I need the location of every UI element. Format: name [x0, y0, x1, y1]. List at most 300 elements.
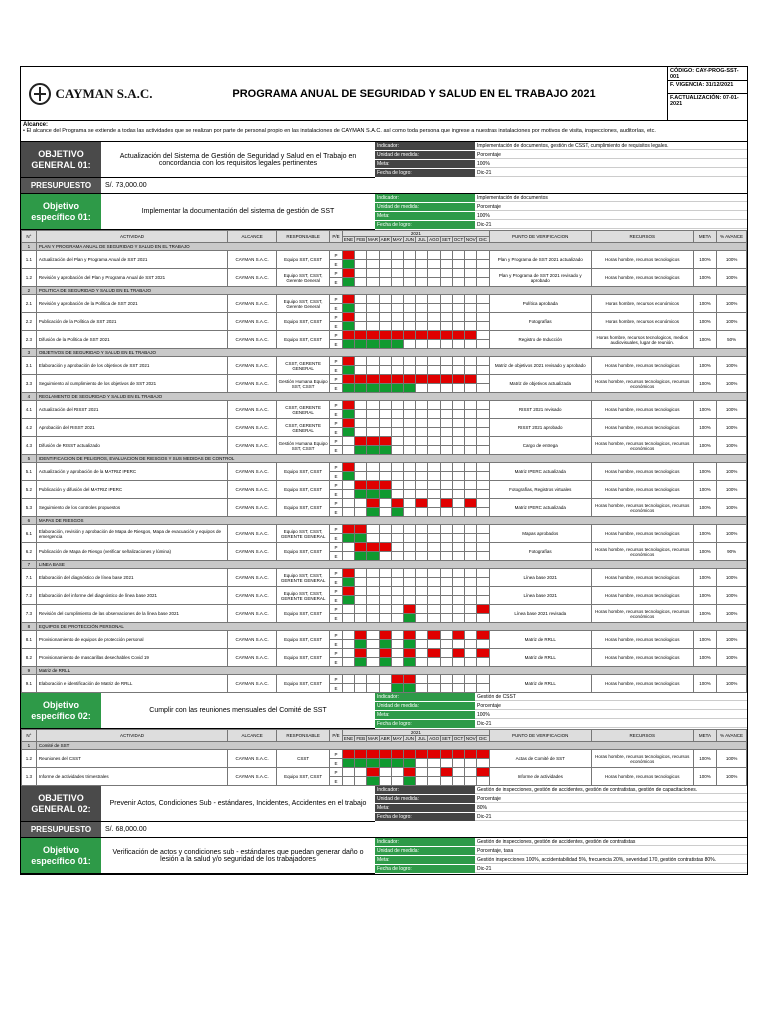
month-cell — [342, 401, 354, 410]
month-cell — [391, 552, 403, 561]
activity-number: 1.1 — [22, 251, 37, 269]
activity-row — [22, 375, 747, 384]
activity-scope: CAYMAN S.A.C. — [228, 251, 277, 269]
exec-marker: E — [330, 260, 343, 269]
month-cell — [452, 658, 464, 667]
plan-marker: P — [330, 605, 343, 614]
verification-point: Matriz de RRLL — [489, 649, 591, 667]
goal: 100% — [693, 649, 716, 667]
month-cell — [440, 340, 452, 349]
month-cell — [440, 304, 452, 313]
exec-marker: E — [330, 777, 343, 786]
month-cell — [428, 596, 440, 605]
activity-responsible: Equipo SST, CSST — [277, 481, 330, 499]
month-cell — [477, 304, 489, 313]
activity-responsible: CSST, GERENTE GENERAL — [277, 357, 330, 375]
month-cell — [379, 543, 391, 552]
indicator-key: Fecha de logro: — [375, 169, 475, 177]
month-cell — [440, 322, 452, 331]
resources: Horas hombre, recursos tecnologicos — [591, 569, 693, 587]
month-cell — [452, 437, 464, 446]
month-cell — [355, 759, 367, 768]
plan-marker: P — [330, 419, 343, 428]
goal: 100% — [693, 269, 716, 287]
month-cell — [342, 428, 354, 437]
exec-marker: E — [330, 578, 343, 587]
activity-number: 3.3 — [22, 375, 37, 393]
month-cell — [452, 750, 464, 759]
month-cell — [416, 631, 428, 640]
activity-row — [22, 357, 747, 366]
activity-table — [21, 729, 747, 786]
month-cell — [379, 269, 391, 278]
month-cell — [355, 304, 367, 313]
month-cell — [391, 534, 403, 543]
month-cell — [465, 428, 477, 437]
month-cell — [342, 750, 354, 759]
objective-text: Implementar la documentación del sistema de gestión de SST — [141, 208, 335, 215]
goal: 100% — [693, 525, 716, 543]
month-cell — [428, 304, 440, 313]
goal: 100% — [693, 481, 716, 499]
month-cell — [404, 534, 416, 543]
month-cell — [428, 525, 440, 534]
month-cell — [477, 340, 489, 349]
month-cell — [391, 251, 403, 260]
month-cell — [404, 777, 416, 786]
month-cell — [342, 658, 354, 667]
exec-marker: E — [330, 428, 343, 437]
activity-responsible: Equipo SST, CSST — [277, 543, 330, 561]
month-cell — [477, 437, 489, 446]
activity-scope: CAYMAN S.A.C. — [228, 631, 277, 649]
month-cell — [465, 419, 477, 428]
activity-number: 5.3 — [22, 499, 37, 517]
plan-marker: P — [330, 768, 343, 777]
activity-name: Difusión de la Política de SST 2021 — [36, 331, 227, 349]
section-row — [22, 742, 747, 750]
col-header: RECURSOS — [591, 730, 693, 742]
section-number: 1 — [22, 742, 37, 750]
month-cell — [477, 596, 489, 605]
month-header: SET — [441, 736, 451, 741]
indicator-key: Unidad de medida: — [375, 203, 475, 211]
month-cell — [465, 366, 477, 375]
section-number: 2 — [22, 287, 37, 295]
resources: Horas hombre, recursos tecnologicos, recursos económicos — [591, 437, 693, 455]
section-title: LINEA BASE — [36, 561, 746, 569]
month-cell — [452, 410, 464, 419]
month-cell — [452, 304, 464, 313]
plan-marker: P — [330, 675, 343, 684]
month-cell — [452, 463, 464, 472]
month-cell — [477, 472, 489, 481]
month-cell — [367, 322, 379, 331]
month-cell — [404, 313, 416, 322]
month-cell — [367, 331, 379, 340]
year-header: 2021 — [342, 730, 489, 736]
month-cell — [477, 508, 489, 517]
month-cell — [342, 587, 354, 596]
month-cell — [477, 313, 489, 322]
month-cell — [342, 552, 354, 561]
month-cell — [477, 552, 489, 561]
activity-number: 7.2 — [22, 587, 37, 605]
month-cell — [465, 481, 477, 490]
month-cell — [404, 278, 416, 287]
indicator-value: Porcentaje — [475, 702, 747, 710]
progress: 90% — [717, 543, 747, 561]
month-cell — [416, 419, 428, 428]
objective-text: Cumplir con las reuniones mensuales del Comité de SST — [149, 707, 327, 714]
month-cell — [355, 543, 367, 552]
month-cell — [367, 658, 379, 667]
month-cell — [367, 569, 379, 578]
month-cell — [379, 366, 391, 375]
month-cell — [404, 596, 416, 605]
month-cell — [379, 596, 391, 605]
verification-point: Fotografías — [489, 543, 591, 561]
month-cell — [367, 508, 379, 517]
resources: Horas hombre, recursos tecnologicos, recursos económicos — [591, 543, 693, 561]
month-cell — [404, 366, 416, 375]
month-cell — [342, 269, 354, 278]
progress: 100% — [717, 269, 747, 287]
month-cell — [342, 649, 354, 658]
month-cell — [379, 331, 391, 340]
activity-scope: CAYMAN S.A.C. — [228, 481, 277, 499]
month-cell — [428, 375, 440, 384]
resources: Horas hombre, recursos tecnologicos, recursos económicos — [591, 750, 693, 768]
month-cell — [440, 596, 452, 605]
plan-marker: P — [330, 587, 343, 596]
verification-point: RISST 2021 revisado — [489, 401, 591, 419]
month-cell — [440, 525, 452, 534]
month-cell — [355, 552, 367, 561]
activity-responsible: Equipo SST, CSST, GERENTE GENERAL — [277, 569, 330, 587]
month-cell — [428, 446, 440, 455]
month-cell — [342, 260, 354, 269]
activity-name: Difusión de RISST actualizado — [36, 437, 227, 455]
globe-icon — [29, 83, 51, 105]
resources: Horas hombre, recursos tecnologicos — [591, 649, 693, 667]
month-cell — [440, 437, 452, 446]
month-cell — [391, 768, 403, 777]
month-cell — [416, 525, 428, 534]
activity-scope: CAYMAN S.A.C. — [228, 295, 277, 313]
month-cell — [391, 684, 403, 693]
month-cell — [440, 614, 452, 623]
month-cell — [391, 543, 403, 552]
section-row — [22, 455, 747, 463]
activity-name: Seguimiento de los controles propuestos — [36, 499, 227, 517]
month-cell — [391, 401, 403, 410]
month-cell — [342, 525, 354, 534]
month-cell — [465, 313, 477, 322]
month-cell — [342, 437, 354, 446]
progress: 100% — [717, 401, 747, 419]
month-cell — [428, 366, 440, 375]
plan-marker: P — [330, 357, 343, 366]
activity-responsible: Equipo SST, CSST — [277, 251, 330, 269]
month-cell — [452, 768, 464, 777]
indicator-key: Fecha de logro: — [375, 865, 475, 873]
month-header: JUN — [405, 736, 415, 741]
month-cell — [477, 614, 489, 623]
exec-marker: E — [330, 534, 343, 543]
activity-scope: CAYMAN S.A.C. — [228, 375, 277, 393]
month-cell — [379, 649, 391, 658]
month-cell — [355, 481, 367, 490]
month-cell — [404, 384, 416, 393]
month-cell — [379, 340, 391, 349]
month-cell — [440, 675, 452, 684]
section-number: 1 — [22, 243, 37, 251]
month-cell — [465, 463, 477, 472]
month-cell — [342, 768, 354, 777]
budget-label: PRESUPUESTO — [21, 822, 101, 837]
month-cell — [477, 499, 489, 508]
month-cell — [367, 759, 379, 768]
activity-name: Informe de actividades trimestrales — [36, 768, 227, 786]
activity-responsible: Equipo SST, CSST, Gerente General — [277, 269, 330, 287]
activity-responsible: CSST, GERENTE GENERAL — [277, 419, 330, 437]
month-cell — [477, 587, 489, 596]
month-header: MAR — [367, 736, 378, 741]
activity-number: 4.2 — [22, 419, 37, 437]
section-number: 8 — [22, 623, 37, 631]
activity-scope: CAYMAN S.A.C. — [228, 750, 277, 768]
month-cell — [342, 357, 354, 366]
activity-number: 6.2 — [22, 543, 37, 561]
activity-scope: CAYMAN S.A.C. — [228, 419, 277, 437]
activity-name: Publicación de la Política de SST 2021 — [36, 313, 227, 331]
month-cell — [440, 552, 452, 561]
month-cell — [404, 340, 416, 349]
progress: 100% — [717, 605, 747, 623]
month-cell — [465, 410, 477, 419]
section-number: 5 — [22, 455, 37, 463]
month-cell — [452, 401, 464, 410]
month-cell — [440, 357, 452, 366]
exec-marker: E — [330, 552, 343, 561]
month-cell — [404, 499, 416, 508]
resources: Horas hombre, recursos tecnologicos — [591, 675, 693, 693]
month-cell — [391, 640, 403, 649]
month-cell — [391, 499, 403, 508]
activity-row — [22, 463, 747, 472]
month-cell — [440, 481, 452, 490]
month-cell — [379, 419, 391, 428]
indicator-key: Unidad de medida: — [375, 702, 475, 710]
verification-point: Matriz de RRLL — [489, 675, 591, 693]
activity-number: 9.1 — [22, 675, 37, 693]
month-cell — [367, 640, 379, 649]
month-cell — [379, 490, 391, 499]
month-cell — [379, 251, 391, 260]
resources: Horas hombre, recursos tecnologicos, medios audiovisuales, lugar de reunión. — [591, 331, 693, 349]
month-cell — [342, 295, 354, 304]
month-cell — [465, 587, 477, 596]
month-cell — [428, 640, 440, 649]
activity-row — [22, 631, 747, 640]
month-cell — [452, 472, 464, 481]
month-cell — [452, 340, 464, 349]
month-cell — [391, 463, 403, 472]
month-cell — [465, 649, 477, 658]
col-header: % AVANCE — [717, 730, 747, 742]
activity-responsible: Equipo SST, CSST, GERENTE GENERAL — [277, 525, 330, 543]
month-cell — [379, 587, 391, 596]
activity-name: Seguimiento al cumplimiento de los objetivos de SST 2021 — [36, 375, 227, 393]
activity-number: 8.2 — [22, 649, 37, 667]
month-cell — [367, 631, 379, 640]
vigencia: F. VIGENCIA: 31/12/2021 — [668, 81, 747, 95]
month-cell — [391, 446, 403, 455]
month-cell — [342, 605, 354, 614]
month-cell — [342, 675, 354, 684]
activity-name: Revisión y aprobación de la Política de SST 2021 — [36, 295, 227, 313]
activity-name: Revisión y aprobación del Plan y Programa Anual de SST 2021 — [36, 269, 227, 287]
month-cell — [452, 499, 464, 508]
activity-name: Publicación de Mapa de Riesgo (verificar señalizaciones y lúmina) — [36, 543, 227, 561]
month-cell — [465, 525, 477, 534]
month-cell — [379, 260, 391, 269]
indicator-value: Implementación de documentos, gestión de CSST, cumplimiento de requisitos legales. — [475, 142, 747, 150]
month-cell — [379, 410, 391, 419]
month-cell — [342, 331, 354, 340]
activity-scope: CAYMAN S.A.C. — [228, 499, 277, 517]
month-cell — [477, 649, 489, 658]
verification-point: Informe de actividades — [489, 768, 591, 786]
month-cell — [452, 322, 464, 331]
month-cell — [452, 534, 464, 543]
exec-marker: E — [330, 322, 343, 331]
activity-scope: CAYMAN S.A.C. — [228, 331, 277, 349]
month-header: OCT — [453, 237, 464, 242]
month-cell — [355, 260, 367, 269]
month-cell — [440, 260, 452, 269]
section-title: PLAN Y PROGRAMA ANUAL DE SEGURIDAD Y SALUD EN EL TRABAJO — [36, 243, 746, 251]
month-cell — [379, 295, 391, 304]
month-cell — [465, 675, 477, 684]
progress: 100% — [717, 499, 747, 517]
indicator-value: Gestión de inspecciones, gestión de accidentes, gestión de contratistas, gestión de capacitaciones. — [475, 786, 747, 794]
activity-scope: CAYMAN S.A.C. — [228, 269, 277, 287]
month-cell — [355, 534, 367, 543]
month-cell — [416, 322, 428, 331]
month-cell — [355, 768, 367, 777]
objective-text: Prevenir Actos, Condiciones Sub - estándares, Incidentes, Accidentes en el trabajo — [109, 800, 367, 807]
activity-number: 2.3 — [22, 331, 37, 349]
section-title: Matriz de RRLL — [36, 667, 746, 675]
month-cell — [440, 472, 452, 481]
section-title: POLITICA DE SEGURIDAD Y SALUD EN EL TRABAJO — [36, 287, 746, 295]
month-cell — [404, 605, 416, 614]
month-cell — [440, 251, 452, 260]
month-cell — [342, 499, 354, 508]
month-cell — [477, 543, 489, 552]
month-header: OCT — [453, 736, 464, 741]
month-cell — [428, 481, 440, 490]
month-cell — [404, 295, 416, 304]
month-cell — [404, 446, 416, 455]
section-row — [22, 243, 747, 251]
month-cell — [416, 278, 428, 287]
verification-point: Fotografías, Registros virtuales — [489, 481, 591, 499]
activity-row — [22, 587, 747, 596]
progress: 100% — [717, 525, 747, 543]
indicator-key: Indicador: — [375, 142, 475, 150]
goal: 100% — [693, 499, 716, 517]
progress: 100% — [717, 419, 747, 437]
resources: Horas hombre, recursos tecnologicos — [591, 481, 693, 499]
month-header: SET — [441, 237, 451, 242]
section-number: 3 — [22, 349, 37, 357]
month-cell — [391, 605, 403, 614]
month-cell — [391, 322, 403, 331]
month-header: MAR — [367, 237, 378, 242]
progress: 50% — [717, 331, 747, 349]
activity-number: 5.1 — [22, 463, 37, 481]
month-cell — [465, 278, 477, 287]
activity-number: 2.2 — [22, 313, 37, 331]
verification-point: Cargo de entrega — [489, 437, 591, 455]
month-cell — [391, 675, 403, 684]
month-cell — [428, 251, 440, 260]
month-cell — [404, 481, 416, 490]
verification-point: Línea base 2021 — [489, 569, 591, 587]
month-cell — [342, 366, 354, 375]
month-cell — [477, 578, 489, 587]
month-cell — [416, 658, 428, 667]
month-cell — [428, 419, 440, 428]
month-cell — [440, 490, 452, 499]
month-cell — [391, 410, 403, 419]
month-cell — [367, 437, 379, 446]
month-cell — [355, 357, 367, 366]
month-cell — [440, 587, 452, 596]
month-cell — [440, 569, 452, 578]
month-cell — [416, 313, 428, 322]
month-cell — [391, 578, 403, 587]
program-body — [21, 142, 747, 874]
month-cell — [355, 331, 367, 340]
activity-name: Elaboración del informe del diagnóstico de línea base 2021 — [36, 587, 227, 605]
month-cell — [367, 375, 379, 384]
month-cell — [391, 419, 403, 428]
month-cell — [428, 768, 440, 777]
month-cell — [416, 260, 428, 269]
section-row — [22, 623, 747, 631]
month-cell — [477, 401, 489, 410]
month-cell — [477, 525, 489, 534]
month-cell — [477, 777, 489, 786]
month-header: JUL — [416, 237, 428, 243]
goal: 100% — [693, 251, 716, 269]
month-cell — [367, 684, 379, 693]
month-cell — [477, 605, 489, 614]
activity-scope: CAYMAN S.A.C. — [228, 675, 277, 693]
plan-marker: P — [330, 331, 343, 340]
activity-row — [22, 401, 747, 410]
month-cell — [477, 269, 489, 278]
month-cell — [428, 428, 440, 437]
month-cell — [428, 777, 440, 786]
month-cell — [355, 322, 367, 331]
month-cell — [342, 569, 354, 578]
indicator-key: Fecha de logro: — [375, 221, 475, 229]
